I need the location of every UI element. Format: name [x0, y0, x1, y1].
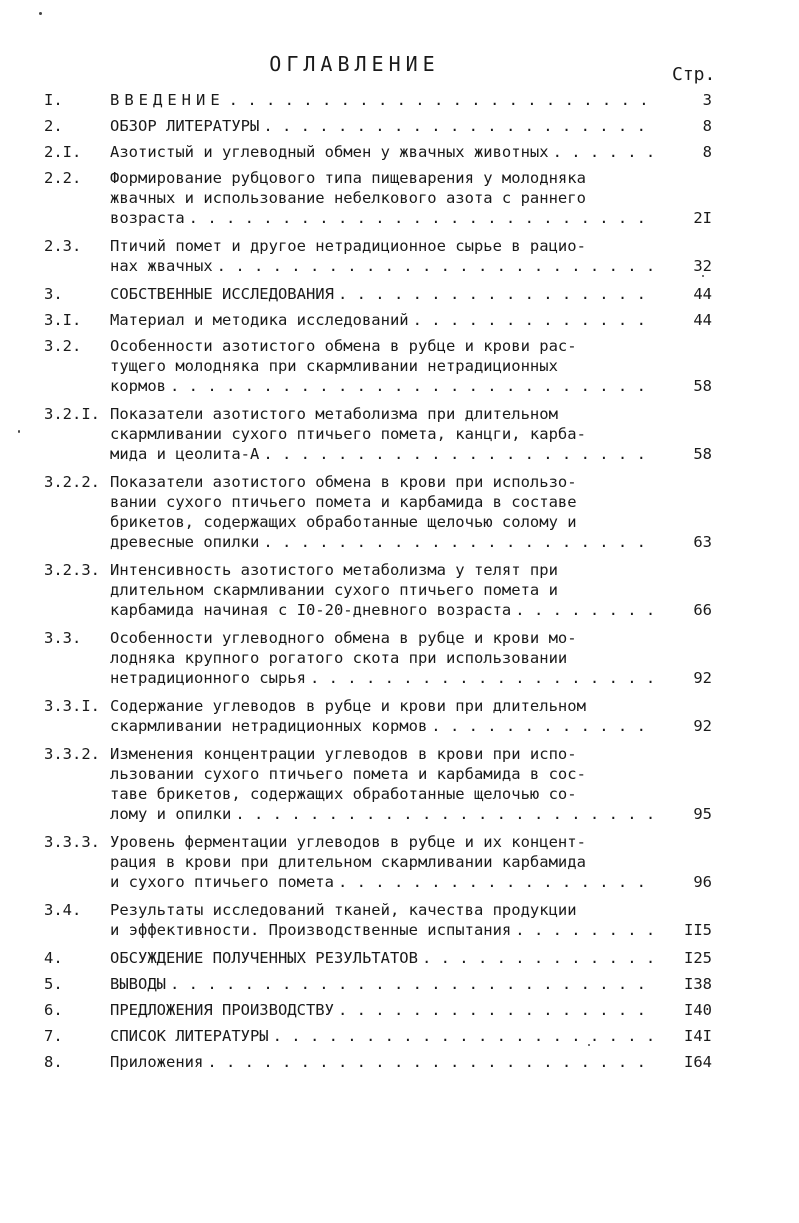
- dot-leader: [263, 116, 658, 136]
- toc-entry: [44, 310, 712, 330]
- page-column-label: Стр.: [672, 64, 716, 85]
- toc-entry-page-number: I38: [684, 975, 712, 993]
- toc-entry-title-line: Содержание углеводов в рубце и крови при длительном: [110, 697, 586, 715]
- toc-entry-title-line: и эффективности. Производственные испытания: [110, 921, 512, 939]
- toc-entry-title-line: древесные опилки: [110, 533, 260, 551]
- toc-entry: [44, 1026, 712, 1046]
- toc-entry-body: [110, 628, 712, 688]
- toc-entry-number: 3.3.3.: [44, 833, 100, 851]
- toc-entry-number: 3.3.I.: [44, 697, 100, 715]
- toc-entry-page-number: 2I: [693, 209, 712, 227]
- dot-leader: [263, 444, 658, 464]
- toc-entry-page-number: 95: [693, 805, 712, 823]
- toc-entry: [44, 744, 712, 824]
- toc-entry-body: [110, 1052, 712, 1072]
- dot-leader: [338, 284, 658, 304]
- toc-entry: [44, 560, 712, 620]
- toc-entry-title-line: вании сухого птичьего помета и карбамида в составе: [110, 493, 577, 511]
- toc-entry-title-line: жвачных и использование небелкового азота с раннего: [110, 189, 586, 207]
- toc-entry-page-number: 44: [693, 311, 712, 329]
- toc-entry: [44, 116, 712, 136]
- toc-entry-body: [110, 142, 712, 162]
- toc-entry-title-line: длительном скармливании сухого птичьего помета и: [110, 581, 558, 599]
- table-of-contents-heading: ОГЛАВЛЕНИЕ: [269, 52, 440, 76]
- toc-entry-body: [110, 236, 712, 276]
- dot-leader: [422, 948, 658, 968]
- toc-entry-title-line: лому и опилки: [110, 805, 232, 823]
- toc-entry-body: [110, 560, 712, 620]
- toc-entry-title-line: брикетов, содержащих обработанные щелочью солому и: [110, 513, 577, 531]
- toc-entry-title-line: ОБСУЖДЕНИЕ ПОЛУЧЕННЫХ РЕЗУЛЬТАТОВ: [110, 949, 418, 967]
- toc-entry-number: 2.2.: [44, 169, 82, 187]
- toc-entry: [44, 472, 712, 552]
- toc-entry-page-number: I4I: [684, 1027, 712, 1045]
- dot-leader: [273, 1026, 658, 1046]
- dot-leader: [310, 668, 658, 688]
- toc-entry-page-number: 96: [693, 873, 712, 891]
- toc-entry-title-line: СПИСОК ЛИТЕРАТУРЫ: [110, 1027, 269, 1045]
- toc-entry-page-number: 8: [702, 117, 712, 135]
- toc-entry: [44, 404, 712, 464]
- toc-entry-title-line: Показатели азотистого метаболизма при длительном: [110, 405, 558, 423]
- toc-entry: [44, 90, 712, 110]
- dot-leader: [338, 872, 658, 892]
- toc-entry-page-number: 66: [693, 601, 712, 619]
- toc-entry-page-number: I40: [684, 1001, 712, 1019]
- toc-entry-title-line: таве брикетов, содержащих обработанные щелочью со-: [110, 785, 577, 803]
- toc-entry-body: [110, 696, 712, 736]
- toc-entry-page-number: 44: [693, 285, 712, 303]
- toc-entry-title-line: Интенсивность азотистого метаболизма у телят при: [110, 561, 558, 579]
- dot-leader: [431, 716, 658, 736]
- toc-entry-title-line: тущего молодняка при скармливании нетрадиционных: [110, 357, 558, 375]
- toc-entry-page-number: 58: [693, 445, 712, 463]
- toc-entry: [44, 336, 712, 396]
- toc-entry-title-line: Формирование рубцового типа пищеварения у молодняка: [110, 169, 586, 187]
- toc-entry-title-line: карбамида начиная с I0-20-дневного возраста: [110, 601, 512, 619]
- toc-entry-title-line: Изменения концентрации углеводов в крови при испо-: [110, 745, 577, 763]
- dot-leader: [235, 804, 658, 824]
- toc-entry-body: [110, 832, 712, 892]
- scan-speck: [18, 430, 20, 433]
- toc-entry-number: 7.: [44, 1027, 63, 1045]
- toc-entry-number: 2.: [44, 117, 63, 135]
- dot-leader: [515, 600, 658, 620]
- toc-entry-page-number: II5: [684, 921, 712, 939]
- toc-entry-page-number: I64: [684, 1053, 712, 1071]
- toc-entry-page-number: 3: [702, 91, 712, 109]
- toc-entry-number: 3.2.: [44, 337, 82, 355]
- toc-entry-number: 3.4.: [44, 901, 82, 919]
- toc-entry-title-line: ПРЕДЛОЖЕНИЯ ПРОИЗВОДСТВУ: [110, 1001, 334, 1019]
- toc-entry-page-number: 32: [693, 257, 712, 275]
- toc-entry-number: 5.: [44, 975, 63, 993]
- toc-entry-title-line: и сухого птичьего помета: [110, 873, 334, 891]
- toc-entry-body: [110, 948, 712, 968]
- toc-entry-page-number: 92: [693, 669, 712, 687]
- toc-entry-title-line: Азотистый и углеводный обмен у жвачных животных: [110, 143, 549, 161]
- dot-leader: [515, 920, 658, 940]
- toc-entry: [44, 974, 712, 994]
- toc-entry: [44, 168, 712, 228]
- toc-entry-number: 3.3.: [44, 629, 82, 647]
- dot-leader: [338, 1000, 658, 1020]
- toc-entry-title-line: скармливании сухого птичьего помета, канцги, карба-: [110, 425, 586, 443]
- dot-leader: [207, 1052, 658, 1072]
- toc-entry-body: [110, 336, 712, 396]
- toc-entry-number: I.: [44, 91, 63, 109]
- toc-entry-title-line: ОБЗОР ЛИТЕРАТУРЫ: [110, 117, 260, 135]
- toc-entry: [44, 142, 712, 162]
- toc-entry-title-line: мида и цеолита-А: [110, 445, 260, 463]
- toc-entry-title-line: нах жвачных: [110, 257, 213, 275]
- toc-entry: [44, 1000, 712, 1020]
- toc-entry-title-line: рация в крови при длительном скармливании карбамида: [110, 853, 586, 871]
- toc-entry-title-line: Особенности азотистого обмена в рубце и крови рас-: [110, 337, 577, 355]
- scan-speck: [702, 275, 704, 277]
- toc-entry-body: [110, 404, 712, 464]
- toc-entry-number: 2.I.: [44, 143, 82, 161]
- toc-entry-number: 3.2.3.: [44, 561, 100, 579]
- toc-entry: [44, 832, 712, 892]
- toc-entry-title-line: кормов: [110, 377, 166, 395]
- toc-entry-title-line: скармливании нетрадиционных кормов: [110, 717, 428, 735]
- toc-entry-number: 2.3.: [44, 237, 82, 255]
- dot-leader: [413, 310, 658, 330]
- dot-leader: [170, 974, 658, 994]
- toc-entry-body: [110, 900, 712, 940]
- dot-leader: [263, 532, 658, 552]
- toc-entry-title-line: льзовании сухого птичьего помета и карбамида в сос-: [110, 765, 586, 783]
- toc-entry-title-line: ВЫВОДЫ: [110, 975, 166, 993]
- toc-entry: [44, 628, 712, 688]
- toc-entry-page-number: 92: [693, 717, 712, 735]
- toc-entry-body: [110, 1026, 712, 1046]
- dot-leader: [217, 256, 658, 276]
- toc-entry-body: [110, 310, 712, 330]
- toc-entry-title-line: Особенности углеводного обмена в рубце и крови мо-: [110, 629, 577, 647]
- toc-entry-number: 6.: [44, 1001, 63, 1019]
- toc-entry-title-line: Птичий помет и другое нетрадиционное сырье в рацио-: [110, 237, 586, 255]
- toc-entry: [44, 696, 712, 736]
- scan-speck: [39, 12, 42, 15]
- toc-entry: [44, 948, 712, 968]
- dot-leader: [229, 90, 658, 110]
- toc-entry-body: [110, 116, 712, 136]
- toc-entry: [44, 1052, 712, 1072]
- toc-entry-body: [110, 1000, 712, 1020]
- toc-entry-body: [110, 168, 712, 228]
- toc-entry: [44, 236, 712, 276]
- toc-entry-body: [110, 974, 712, 994]
- toc-entry-number: 3.: [44, 285, 63, 303]
- toc-entry-page-number: 63: [693, 533, 712, 551]
- toc-entry-body: [110, 284, 712, 304]
- toc-entry-body: [110, 90, 712, 110]
- toc-entry-title-line: СОБСТВЕННЫЕ ИССЛЕДОВАНИЯ: [110, 285, 334, 303]
- toc-entry-body: [110, 744, 712, 824]
- toc-entry-title-line: Приложения: [110, 1053, 204, 1071]
- toc-entry: [44, 284, 712, 304]
- toc-entry-title-line: нетрадиционного сырья: [110, 669, 306, 687]
- toc-entry-title-line: возраста: [110, 209, 185, 227]
- toc-entry-page-number: I25: [684, 949, 712, 967]
- scan-speck: [588, 1044, 590, 1046]
- table-of-contents: [44, 90, 712, 1078]
- toc-entry-title-line: Уровень ферментации углеводов в рубце и их концент-: [110, 833, 586, 851]
- toc-entry-page-number: 8: [702, 143, 712, 161]
- toc-entry-number: 3.I.: [44, 311, 82, 329]
- toc-entry-number: 3.2.I.: [44, 405, 100, 423]
- toc-entry-title-line: ВВЕДЕНИЕ: [110, 91, 225, 109]
- toc-entry-number: 3.3.2.: [44, 745, 100, 763]
- toc-entry-number: 3.2.2.: [44, 473, 100, 491]
- toc-entry-number: 8.: [44, 1053, 63, 1071]
- toc-entry-title-line: Показатели азотистого обмена в крови при использо-: [110, 473, 577, 491]
- dot-leader: [553, 142, 658, 162]
- toc-entry-number: 4.: [44, 949, 63, 967]
- toc-entry-title-line: Результаты исследований тканей, качества продукции: [110, 901, 577, 919]
- dot-leader: [189, 208, 658, 228]
- toc-entry-body: [110, 472, 712, 552]
- toc-entry: [44, 900, 712, 940]
- toc-entry-page-number: 58: [693, 377, 712, 395]
- dot-leader: [170, 376, 658, 396]
- toc-entry-title-line: Материал и методика исследований: [110, 311, 409, 329]
- toc-entry-title-line: лодняка крупного рогатого скота при использовании: [110, 649, 568, 667]
